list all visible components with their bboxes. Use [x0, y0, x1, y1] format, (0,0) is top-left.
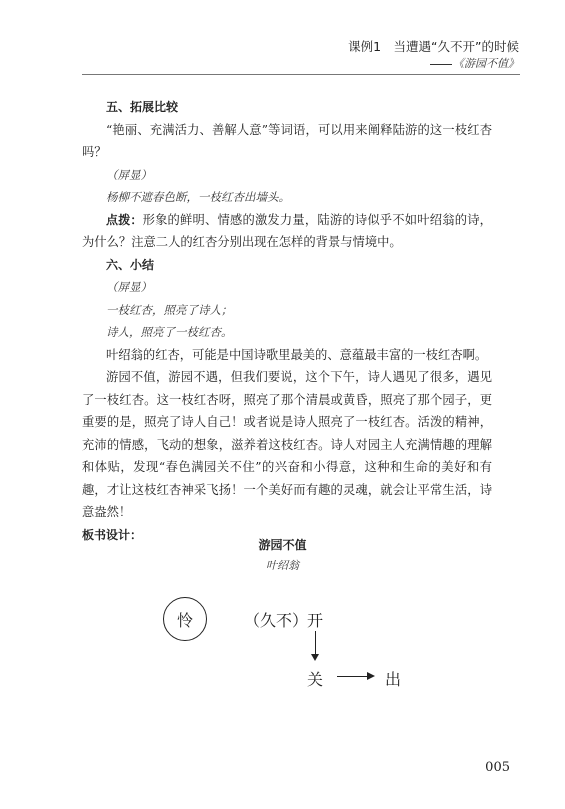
body-text: [82, 96, 492, 546]
board-author: 叶绍翁: [266, 559, 299, 572]
board-title: 游园不值: [258, 538, 307, 552]
arrow-right-icon: [367, 672, 375, 680]
header-dash: [430, 64, 452, 65]
arrow-down-icon: [311, 654, 319, 661]
tip-label: 点拨：: [106, 212, 143, 227]
summary-line-2: 诗人，照亮了一枝红杏。: [106, 325, 233, 339]
header-rule: [82, 74, 520, 75]
board-word-jiubu: （久不）: [244, 611, 309, 630]
board-word-guan: 关: [307, 670, 324, 689]
running-header-title: 课例1 当遭遇“久不开”的时候: [348, 39, 519, 54]
running-header-subtitle: [430, 55, 519, 71]
paragraph-conclusion: 游园不值，游园不遇，但我们要说，这个下午，诗人遇见了很多，遇见了一枝红杏。这一枝红杏呀，照亮了那个清晨或黄昏，照亮了那个园子，更重要的是，照亮了诗人自己！或者说是诗人照亮了一枝红杏。活泼的精神，充沛的情感，飞动的想象，滋养着这枝红杏。诗人对园主人充满情趣的理解和体贴，发现“春色满园关不住”的兴奋和小得意，这种和生命的美好和有趣，才让这枝红杏神采飞扬！一个美好而有趣的灵魂，就会让平常生活，诗意盎然！: [82, 370, 492, 519]
section-heading-extension: 五、拓展比较: [106, 100, 179, 114]
poem-quote: 杨柳不遮春色断，一枝红杏出墙头。: [106, 190, 290, 204]
running-header-subtitle-text: 《游园不值》: [453, 57, 519, 70]
board-design-label: 板书设计：: [82, 527, 143, 542]
board-word-chu: 出: [385, 670, 402, 689]
circled-word-text: 怜: [176, 610, 193, 630]
section-heading-summary: 六、小结: [106, 257, 155, 272]
circled-word: [163, 597, 207, 641]
paragraph-red-apricot: 叶绍翁的红杏，可能是中国诗歌里最美的、意蕴最丰富的一枝红杏啊。: [106, 347, 488, 362]
tip-text: 形象的鲜明、情感的激发力量，陆游的诗似乎不如叶绍翁的诗，为什么？注意二人的红杏分别出现在怎样的背景与情境中。: [82, 212, 492, 249]
summary-line-1: 一枝红杏，照亮了诗人；: [106, 302, 233, 317]
board-word-kai: 开: [307, 611, 324, 630]
screen-label: （屏显）: [106, 280, 152, 294]
paragraph-tip: [82, 209, 492, 254]
paragraph-question: “艳丽、充满活力、善解人意”等词语，可以用来阐释陆游的这一枝红杏吗？: [82, 122, 492, 159]
arrow-right-shaft: [337, 676, 368, 677]
page-number: 005: [485, 760, 510, 775]
screen-label: （屏显）: [106, 167, 152, 182]
